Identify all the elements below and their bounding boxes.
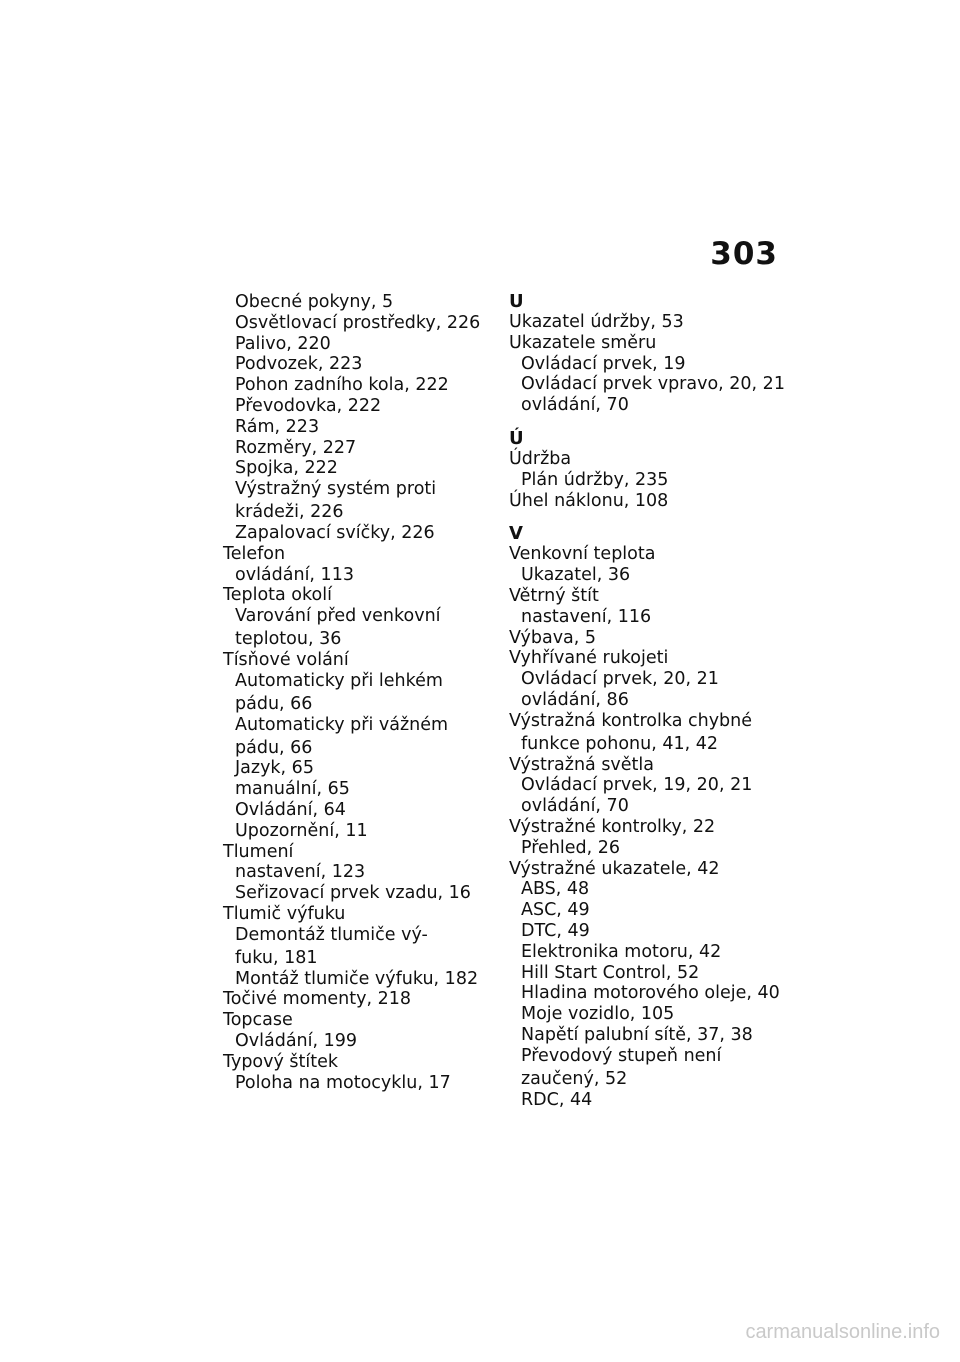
index-subentry-teplotou-36: teplotou, 36 [235,629,342,650]
index-subentry-nastaveni-123: nastavení, 123 [235,862,366,883]
index-subentry-ukazatel-36: Ukazatel, 36 [521,565,631,586]
index-subentry-automaticky-pri-lehkem: Automaticky při lehkém [235,670,443,691]
index-subentry-ovladani-113: ovládání, 113 [235,564,354,585]
index-entry-teplota-okoli: Teplota okolí [223,585,332,606]
index-subentry-obecne-pokyny-5: Obecné pokyny, 5 [235,292,394,312]
index-subentry-pohon-zadniho-kola-222: Pohon zadního kola, 222 [235,375,449,396]
index-entry-vystrazne-kontrolky-22: Výstražné kontrolky, 22 [509,816,716,837]
index-subentry-demontaz-tlumice-vy: Demontáž tlumiče vý- [235,924,428,945]
index-column-right [509,292,789,1110]
index-entry-tocive-momenty-218: Točivé momenty, 218 [223,989,411,1010]
letter-heading: U [509,291,524,312]
index-subentry-kradezi-226: krádeži, 226 [235,502,344,523]
index-column-left [223,292,488,1093]
index-subentry-manualni-65: manuální, 65 [235,779,350,800]
index-subentry-napeti-palubni-site-37-38: Napětí palubní sítě, 37, 38 [521,1024,753,1045]
index-subentry-serizovaci-prvek-vzadu-16: Seřizovací prvek vzadu, 16 [235,883,471,904]
index-subentry-poloha-na-motocyklu-17: Poloha na motocyklu, 17 [235,1072,451,1093]
index-subentry-ovladaci-prvek-19-20-21: Ovládací prvek, 19, 20, 21 [521,775,753,796]
index-subentry-asc-49: ASC, 49 [521,900,590,921]
index-subentry-rozmery-227: Rozměry, 227 [235,437,357,458]
index-subentry-ovladani-64: Ovládání, 64 [235,799,346,820]
index-subentry-jazyk-65: Jazyk, 65 [235,758,314,779]
page-number: 303 [710,236,778,272]
section-gap [509,511,789,524]
watermark: carmanualsonline.info [745,1321,940,1343]
index-subentry-prevodovy-stupen-neni: Převodový stupeň není [521,1045,722,1066]
index-entry-tisnove-volani: Tísňové volání [223,649,349,670]
index-subentry-rdc-44: RDC, 44 [521,1089,593,1110]
index-subentry-ovladani-70: ovládání, 70 [521,395,629,416]
index-entry-vystrazna-kontrolka-chybne: Výstražná kontrolka chybné [509,710,753,731]
index-subentry-prehled-26: Přehled, 26 [521,837,621,858]
index-entry-uhel-naklonu-108: Úhel náklonu, 108 [509,490,669,511]
index-subentry-fuku-181: fuku, 181 [235,947,318,968]
index-subentry-abs-48: ABS, 48 [521,879,590,900]
index-entry-tlumic-vyfuku: Tlumič výfuku [223,903,346,924]
index-subentry-upozorneni-11: Upozornění, 11 [235,820,368,841]
index-entry-vystrazne-ukazatele-42: Výstražné ukazatele, 42 [509,858,720,879]
index-subentry-hladina-motoroveho-oleje-40: Hladina motorového oleje, 40 [521,983,780,1004]
index-subentry-elektronika-motoru-42: Elektronika motoru, 42 [521,941,722,962]
index-entry-vyhrivane-rukojeti: Vyhřívané rukojeti [509,648,669,669]
index-entry-tlumeni: Tlumení [223,841,294,862]
index-subentry-dtc-49: DTC, 49 [521,920,590,941]
index-subentry-zapalovaci-svicky-226: Zapalovací svíčky, 226 [235,522,435,543]
index-subentry-plan-udrzby-235: Plán údržby, 235 [521,469,669,490]
index-subentry-spojka-222: Spojka, 222 [235,458,338,479]
index-subentry-automaticky-pri-vaznem: Automaticky při vážném [235,714,449,735]
index-subentry-moje-vozidlo-105: Moje vozidlo, 105 [521,1004,675,1025]
index-subentry-padu-66: pádu, 66 [235,693,313,714]
index-subentry-prevodovka-222: Převodovka, 222 [235,395,382,416]
index-subentry-zauceny-52: zaučený, 52 [521,1068,628,1089]
index-subentry-palivo-220: Palivo, 220 [235,333,331,354]
index-entry-udrzba: Údržba [509,448,572,469]
index-entry-topcase: Topcase [223,1010,293,1031]
section-gap [509,416,789,429]
index-entry-vetrny-stit: Větrný štít [509,585,599,606]
index-entry-ukazatel-udrzby-53: Ukazatel údržby, 53 [509,312,684,332]
index-subentry-vystrazny-system-proti: Výstražný systém proti [235,479,437,500]
index-entry-ukazatele-smeru: Ukazatele směru [509,332,657,353]
index-subentry-podvozek-223: Podvozek, 223 [235,354,363,375]
index-subentry-ovladani-86: ovládání, 86 [521,689,629,710]
index-subentry-ovladaci-prvek-20-21: Ovládací prvek, 20, 21 [521,669,719,690]
index-subentry-nastaveni-116: nastavení, 116 [521,606,652,627]
index-subentry-ovladaci-prvek-vpravo-20-21: Ovládací prvek vpravo, 20, 21 [521,374,785,395]
index-subentry-ovladani-199: Ovládání, 199 [235,1030,358,1051]
index-subentry-ovladani-70: ovládání, 70 [521,796,629,817]
index-entry-vystrazna-svetla: Výstražná světla [509,754,655,775]
index-subentry-funkce-pohonu-41-42: funkce pohonu, 41, 42 [521,733,719,754]
index-subentry-varovani-pred-venkovni: Varování před venkovní [235,606,441,627]
index-entry-venkovni-teplota: Venkovní teplota [509,544,656,565]
index-subentry-osvetlovaci-prostredky-226: Osvětlovací prostředky, 226 [235,312,481,333]
index-entry-vybava-5: Výbava, 5 [509,627,597,648]
letter-heading: Ú [509,427,524,449]
index-subentry-ram-223: Rám, 223 [235,416,320,437]
index-subentry-hill-start-control-52: Hill Start Control, 52 [521,962,700,983]
index-subentry-ovladaci-prvek-19: Ovládací prvek, 19 [521,353,686,374]
index-entry-typovy-stitek: Typový štítek [223,1051,339,1072]
index-subentry-montaz-tlumice-vyfuku-182: Montáž tlumiče výfuku, 182 [235,968,479,989]
letter-heading: V [509,523,523,545]
index-entry-telefon: Telefon [223,543,286,564]
index-subentry-padu-66: pádu, 66 [235,737,313,758]
